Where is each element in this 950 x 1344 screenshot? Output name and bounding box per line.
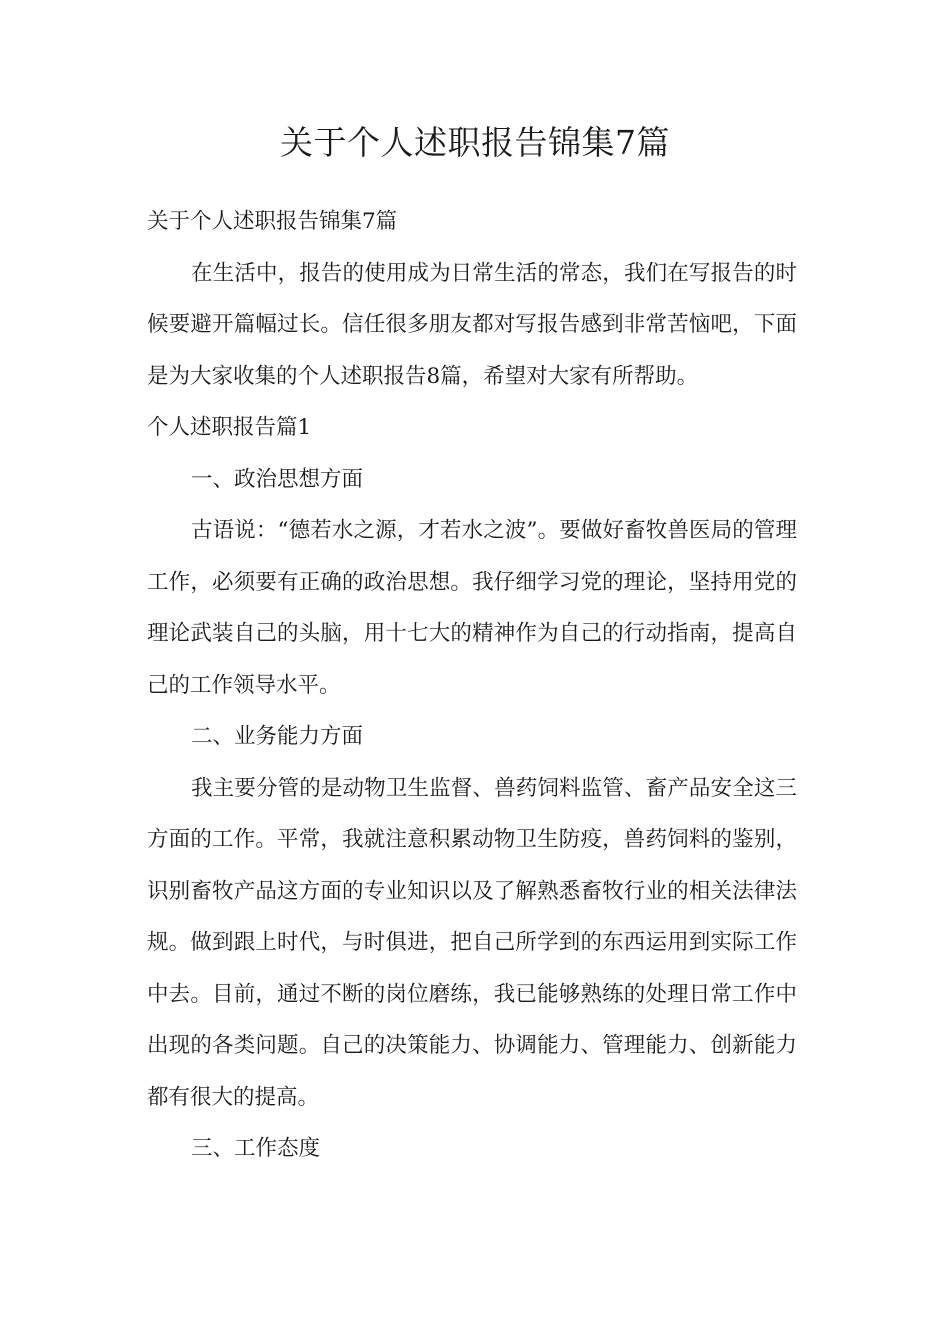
section-heading-politics: 一、政治思想方面: [191, 466, 364, 492]
section-body-business: 我主要分管的是动物卫生监督、兽药饲料监管、畜产品安全这三方面的工作。平常，我就注意积累动物卫生防疫，兽药饲料的鉴别，识别畜牧产品这方面的专业知识以及了解熟悉畜牧行业的相关法律法规。做到跟上时代，与时俱进，把自己所学到的东西运用到实际工作中去。目前，通过不断的岗位磨练，我已能够熟练的处理日常工作中出现的各类问题。自己的决策能力、协调能力、管理能力、创新能力都有很大的提高。: [147, 775, 797, 1110]
document-subtitle: 关于个人述职报告锦集7篇: [147, 209, 398, 234]
section-heading-business: 二、业务能力方面: [191, 724, 364, 749]
intro-paragraph: 在生活中，报告的使用成为日常生活的常态，我们在写报告的时候要避开篇幅过长。信任很多朋友都对写报告感到非常苦恼吧，下面是为大家收集的个人述职报告8篇，希望对大家有所帮助。: [147, 260, 797, 389]
section-body-politics: 古语说：“德若水之源，才若水之波”。要做好畜牧兽医局的管理工作，必须要有正确的政治思想。我仔细学习党的理论，坚持用党的理论武装自己的头脑，用十七大的精神作为自己的行动指南，提高自己的工作领导水平。: [147, 518, 797, 698]
document-body: [147, 196, 797, 1175]
section-heading-attitude: 三、工作态度: [191, 1136, 321, 1161]
document-title: 关于个人述职报告锦集7篇: [280, 123, 670, 162]
section-title: 个人述职报告篇1: [147, 415, 312, 440]
